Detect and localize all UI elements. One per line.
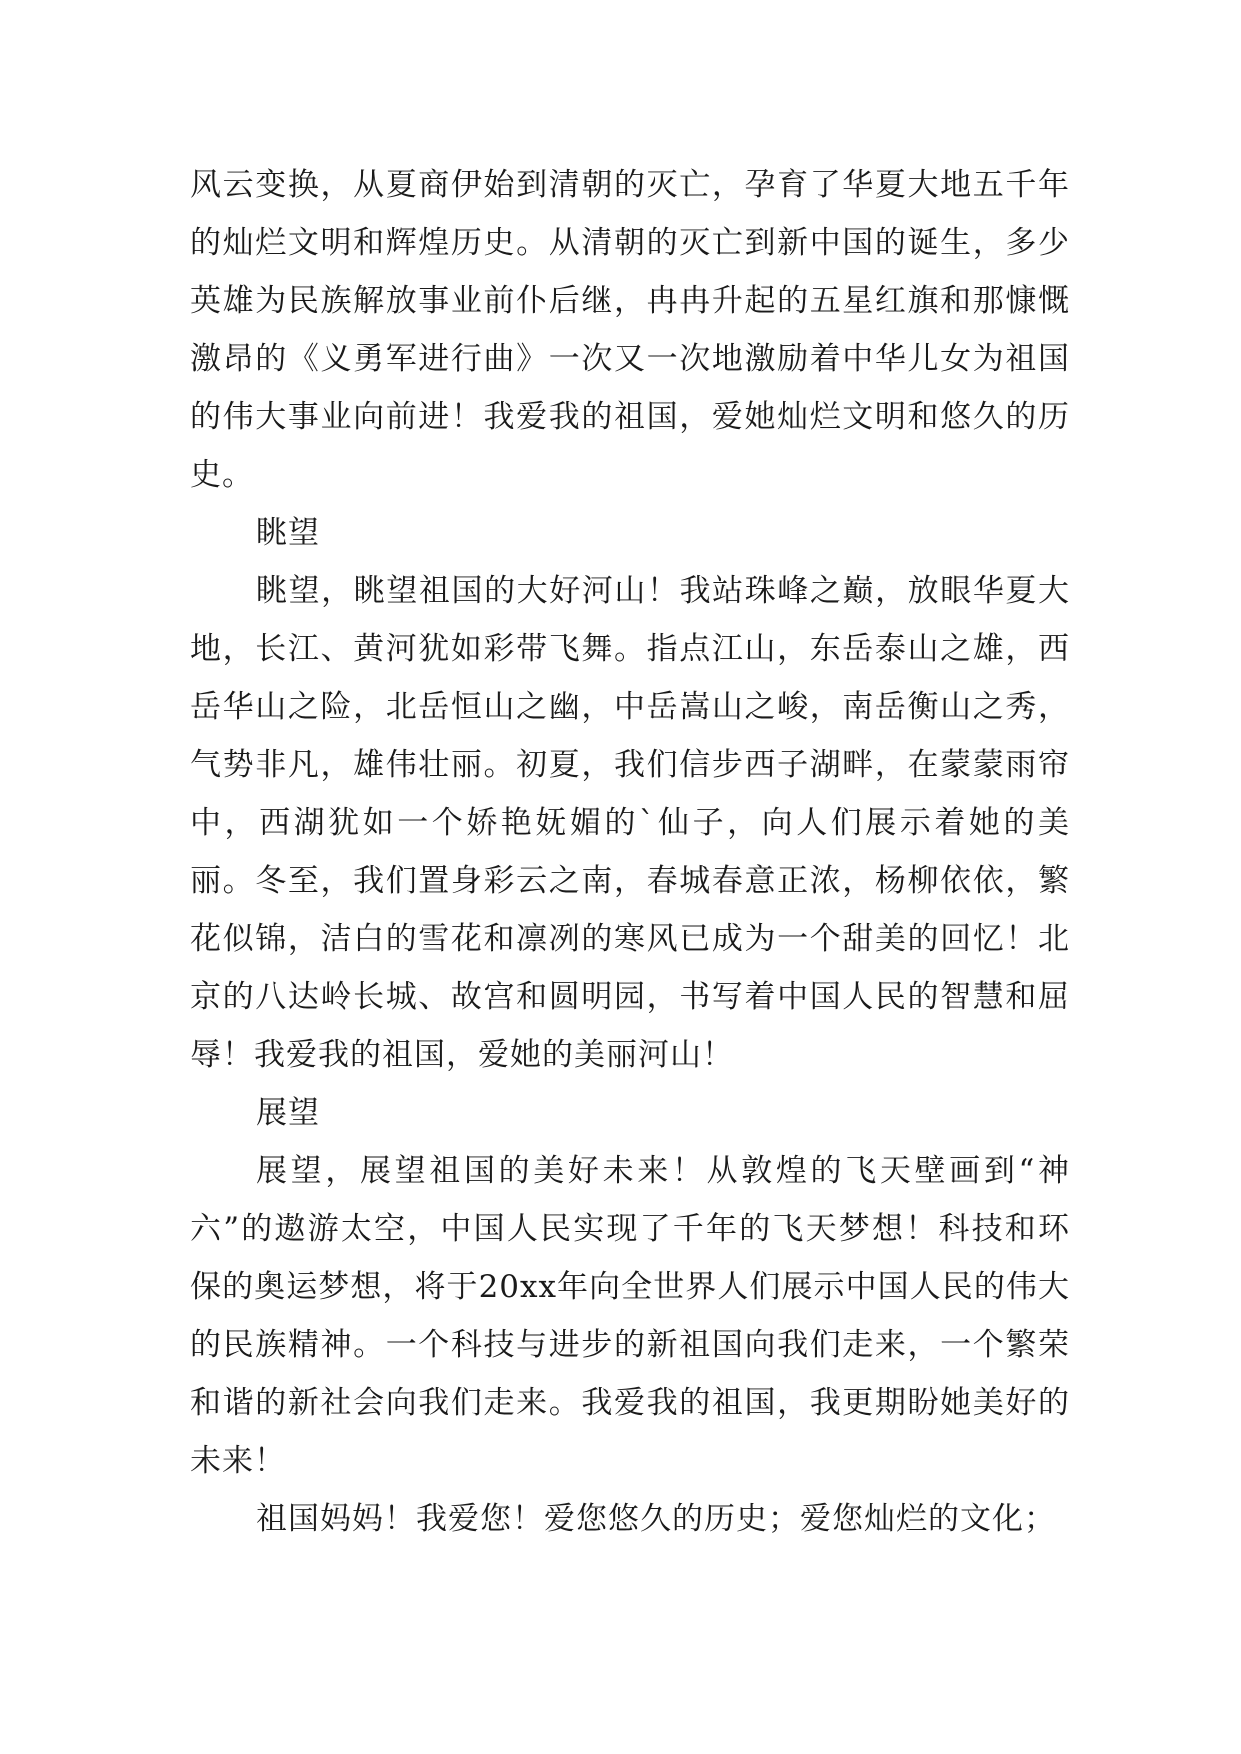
paragraph-outlook: 展望，展望祖国的美好未来！从敦煌的飞天壁画到“神六”的遨游太空，中国人民实现了千年的飞天梦想！科技和环保的奥运梦想，将于20xx年向全世界人们展示中国人民的伟大的民族精神。一个科技与进步的新祖国向我们走来，一个繁荣和谐的新社会向我们走来。我爱我的祖国，我更期盼她美好的未来！ [190,1153,1070,1479]
section-heading-gaze: 眺望 [256,515,320,551]
document-body [190,156,1070,1548]
section-heading-outlook: 展望 [256,1095,320,1131]
paragraph-history: 风云变换，从夏商伊始到清朝的灭亡，孕育了华夏大地五千年的灿烂文明和辉煌历史。从清朝的灭亡到新中国的诞生，多少英雄为民族解放事业前仆后继，冉冉升起的五星红旗和那慷慨激昂的《义勇军进行曲》一次又一次地激励着中华儿女为祖国的伟大事业向前进！我爱我的祖国，爱她灿烂文明和悠久的历史。 [190,167,1070,493]
paragraph-closing: 祖国妈妈！我爱您！爱您悠久的历史；爱您灿烂的文化； [256,1501,1056,1537]
paragraph-gaze: 眺望，眺望祖国的大好河山！我站珠峰之巅，放眼华夏大地，长江、黄河犹如彩带飞舞。指点江山，东岳泰山之雄，西岳华山之险，北岳恒山之幽，中岳嵩山之峻，南岳衡山之秀，气势非凡，雄伟壮丽。初夏，我们信步西子湖畔，在蒙蒙雨帘中，西湖犹如一个娇艳妩媚的`仙子，向人们展示着她的美丽。冬至，我们置身彩云之南，春城春意正浓，杨柳依依，繁花似锦，洁白的雪花和凛冽的寒风已成为一个甜美的回忆！北京的八达岭长城、故宫和圆明园，书写着中国人民的智慧和屈辱！我爱我的祖国，爱她的美丽河山！ [190,573,1070,1073]
